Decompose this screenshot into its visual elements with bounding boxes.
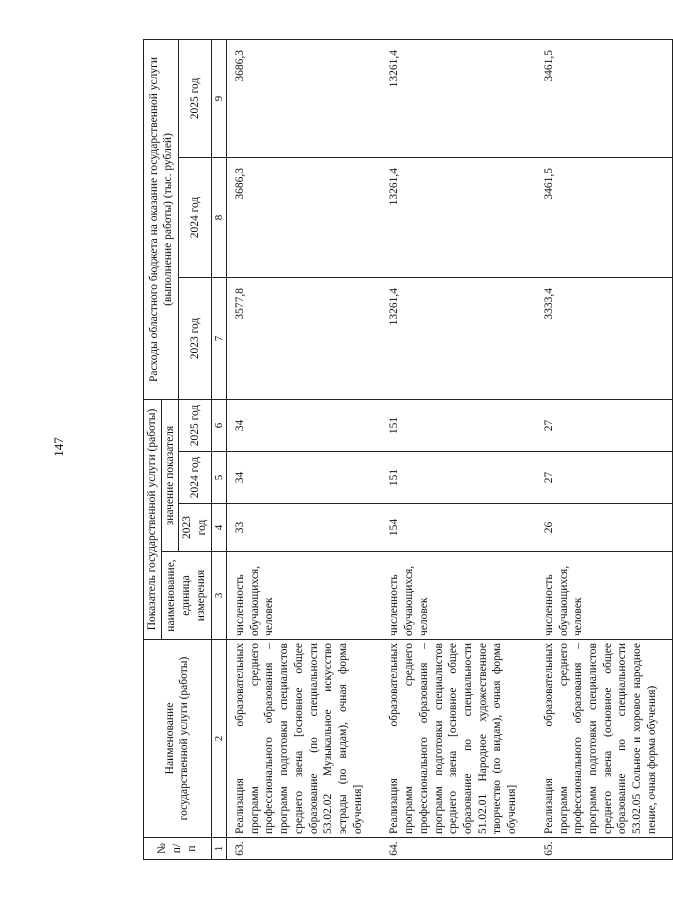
row-number: 64. bbox=[385, 838, 539, 860]
value-2025: 34 bbox=[226, 400, 385, 452]
value-2023: 154 bbox=[385, 504, 539, 552]
rotated-table-area bbox=[143, 40, 658, 860]
column-number: 7 bbox=[211, 278, 226, 400]
expense-2023: 3577,8 bbox=[226, 278, 385, 400]
table-row bbox=[226, 39, 385, 859]
column-number: 2 bbox=[211, 640, 226, 838]
value-2023: 26 bbox=[540, 504, 672, 552]
header-value-2024: 2024 год bbox=[179, 452, 211, 504]
header-expense-2025: 2025 год bbox=[179, 39, 211, 157]
column-number: 3 bbox=[211, 552, 226, 640]
expense-2024: 3686,3 bbox=[226, 158, 385, 278]
header-no: № п/п bbox=[144, 838, 212, 860]
value-2024: 151 bbox=[385, 452, 539, 504]
header-unit: наименование, единица измерения bbox=[161, 552, 211, 640]
expense-2025: 3461,5 bbox=[540, 39, 672, 157]
column-number: 4 bbox=[211, 504, 226, 552]
service-name: Реализация образовательных программ среднего профессионального образования – программ подготовки специалистов среднего звена (основное общее образование по специальности 53.02.05 Сольное и хоровое народное пение, очная форма обучения) bbox=[540, 640, 672, 838]
expense-2023: 13261,4 bbox=[385, 278, 539, 400]
header-indicator-group: Показатель государственной услуги (работы) bbox=[144, 400, 162, 640]
expense-2024: 13261,4 bbox=[385, 158, 539, 278]
table-row bbox=[540, 39, 672, 859]
expense-2025: 3686,3 bbox=[226, 39, 385, 157]
value-2025: 27 bbox=[540, 400, 672, 452]
table-row bbox=[385, 39, 539, 859]
unit: численность обучающихся, человек bbox=[226, 552, 385, 640]
header-service-name: Наименование государственной услуги (работы) bbox=[144, 640, 212, 838]
row-number: 65. bbox=[540, 838, 672, 860]
page-number: 147 bbox=[51, 437, 66, 457]
unit: численность обучающихся, человек bbox=[385, 552, 539, 640]
header-value-group: значение показателя bbox=[161, 400, 179, 552]
value-2024: 27 bbox=[540, 452, 672, 504]
column-number: 9 bbox=[211, 39, 226, 157]
column-number: 1 bbox=[211, 838, 226, 860]
row-number: 63. bbox=[226, 838, 385, 860]
expense-2024: 3461,5 bbox=[540, 158, 672, 278]
service-name: Реализация образовательных программ среднего профессионального образования – программ подготовки специалистов среднего звена [основное общее образование по специальности 51.02.01 Народное художественное творчество (по видам), очная форма обучения] bbox=[385, 640, 539, 838]
value-2025: 151 bbox=[385, 400, 539, 452]
header-expense-2023: 2023 год bbox=[179, 278, 211, 400]
header-expenses-group: Расходы областного бюджета на оказание государственной услуги (выполнение работы) (тыс. рублей) bbox=[144, 39, 179, 399]
column-number: 5 bbox=[211, 452, 226, 504]
budget-table bbox=[143, 39, 673, 860]
column-number: 6 bbox=[211, 400, 226, 452]
value-2024: 34 bbox=[226, 452, 385, 504]
value-2023: 33 bbox=[226, 504, 385, 552]
header-expense-2024: 2024 год bbox=[179, 158, 211, 278]
expense-2023: 3333,4 bbox=[540, 278, 672, 400]
header-value-2025: 2025 год bbox=[179, 400, 211, 452]
unit: численность обучающихся, человек bbox=[540, 552, 672, 640]
column-number: 8 bbox=[211, 158, 226, 278]
header-value-2023: 2023 год bbox=[179, 504, 211, 552]
service-name: Реализация образовательных программ среднего профессионального образования – программ подготовки специалистов среднего звена [основное общее образование (по специальности 53.02.02 Музыкальное искусство эстрады (по видам), очная форма обучения] bbox=[226, 640, 385, 838]
expense-2025: 13261,4 bbox=[385, 39, 539, 157]
